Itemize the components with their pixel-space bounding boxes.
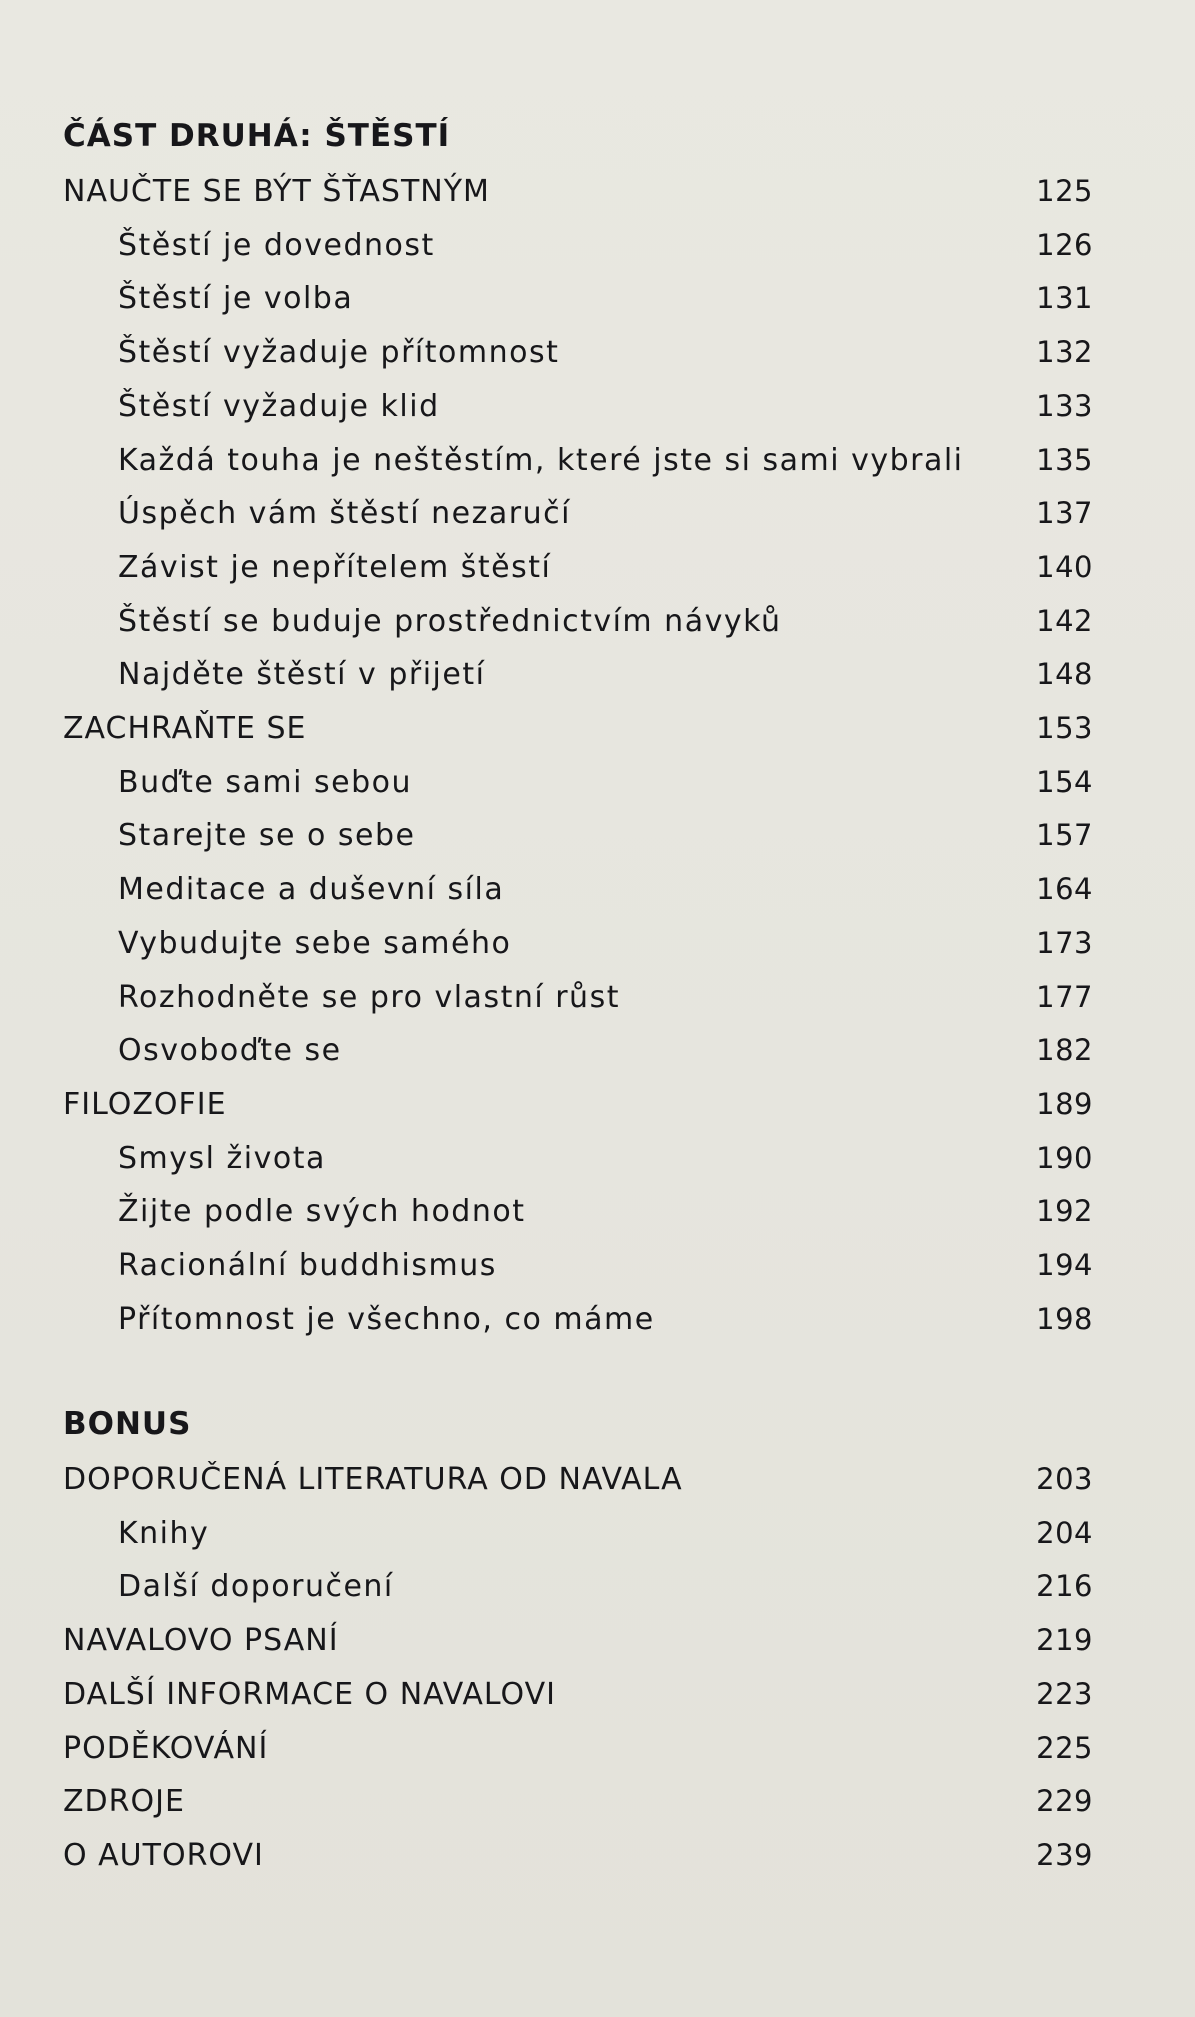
toc-section-entry[interactable]	[63, 1194, 1093, 1234]
toc-section-entry[interactable]	[63, 1516, 1093, 1556]
toc-chapter-entry[interactable]	[63, 1087, 1093, 1127]
entry-title: Starejte se o sebe	[118, 818, 416, 854]
part-heading: ČÁST DRUHÁ: ŠTĚSTÍ	[63, 118, 451, 154]
page-number: 135	[1036, 442, 1093, 477]
toc-chapter-entry[interactable]	[63, 1623, 1093, 1663]
entry-title: Štěstí vyžaduje přítomnost	[118, 335, 560, 371]
page-number: 190	[1036, 1140, 1093, 1175]
toc-section-entry[interactable]	[63, 657, 1093, 697]
entry-title: ZDROJE	[63, 1784, 185, 1820]
toc-chapter-entry[interactable]	[63, 711, 1093, 751]
toc-chapter-entry[interactable]	[63, 1731, 1093, 1771]
page-number: 132	[1036, 335, 1093, 370]
entry-title: FILOZOFIE	[63, 1086, 227, 1122]
toc-section-entry[interactable]	[63, 818, 1093, 858]
page-number: 182	[1036, 1033, 1093, 1068]
toc-section-entry[interactable]	[63, 550, 1093, 590]
entry-title: Buďte sami sebou	[118, 764, 412, 800]
toc-section-entry[interactable]	[63, 1302, 1093, 1342]
page-number: 216	[1036, 1569, 1093, 1604]
page-number: 198	[1036, 1301, 1093, 1336]
toc-chapter-entry[interactable]	[63, 1462, 1093, 1502]
entry-title: Štěstí se buduje prostřednictvím návyků	[118, 603, 782, 639]
entry-title: NAVALOVO PSANÍ	[63, 1623, 339, 1659]
page-number: 164	[1036, 872, 1093, 907]
page-number: 125	[1036, 174, 1093, 208]
page-number: 239	[1036, 1837, 1093, 1872]
toc-section-entry[interactable]	[63, 926, 1093, 966]
page-number: 154	[1036, 764, 1093, 799]
entry-title: Žijte podle svých hodnot	[118, 1194, 526, 1230]
entry-title: Meditace a duševní síla	[118, 872, 505, 908]
entry-title: Štěstí je dovednost	[118, 227, 435, 263]
entry-title: NAUČTE SE BÝT ŠŤASTNÝM	[63, 174, 490, 209]
page-number: 142	[1036, 603, 1093, 638]
page-number: 126	[1036, 227, 1093, 262]
entry-title: Každá touha je neštěstím, které jste si sami vybrali	[118, 442, 964, 478]
page-number: 219	[1036, 1623, 1093, 1658]
toc-section-entry[interactable]	[63, 1141, 1093, 1181]
entry-title: O AUTOROVI	[63, 1837, 264, 1873]
entry-title: Knihy	[118, 1515, 210, 1551]
entry-title: DOPORUČENÁ LITERATURA OD NAVALA	[63, 1462, 683, 1497]
toc-section-entry[interactable]	[63, 1033, 1093, 1073]
part-heading: BONUS	[63, 1406, 192, 1442]
page-number: 229	[1036, 1784, 1093, 1819]
toc-section-entry[interactable]	[63, 1248, 1093, 1288]
toc-section-entry[interactable]	[63, 228, 1093, 268]
toc-section-entry[interactable]	[63, 872, 1093, 912]
toc-chapter-entry[interactable]	[63, 1677, 1093, 1717]
entry-title: Racionální buddhismus	[118, 1248, 497, 1283]
page-number: 189	[1036, 1086, 1093, 1121]
page-number: 148	[1036, 657, 1093, 692]
page-number: 137	[1036, 496, 1093, 531]
toc-chapter-entry[interactable]	[63, 1784, 1093, 1824]
entry-title: Vybudujte sebe samého	[118, 925, 512, 961]
entry-title: Přítomnost je všechno, co máme	[118, 1301, 655, 1337]
page-number: 225	[1036, 1730, 1093, 1765]
page-number: 173	[1036, 925, 1093, 960]
toc-section-entry[interactable]	[63, 765, 1093, 805]
entry-title: DALŠÍ INFORMACE O NAVALOVI	[63, 1676, 556, 1712]
page-number: 194	[1036, 1248, 1093, 1282]
toc-section-entry[interactable]	[63, 1569, 1093, 1609]
entry-title: Štěstí vyžaduje klid	[118, 388, 440, 424]
page-number: 223	[1036, 1676, 1093, 1711]
entry-title: PODĚKOVÁNÍ	[63, 1730, 269, 1766]
toc-section-entry[interactable]	[63, 604, 1093, 644]
toc-section-entry[interactable]	[63, 389, 1093, 429]
page-number: 157	[1036, 818, 1093, 853]
entry-title: Osvoboďte se	[118, 1033, 342, 1069]
entry-title: ZACHRAŇTE SE	[63, 711, 307, 746]
page-number: 204	[1036, 1515, 1093, 1550]
toc-section-entry[interactable]	[63, 335, 1093, 375]
page-number: 203	[1036, 1462, 1093, 1496]
entry-title: Další doporučení	[118, 1569, 394, 1605]
page-number: 177	[1036, 979, 1093, 1014]
page-number: 192	[1036, 1194, 1093, 1229]
toc-chapter-entry[interactable]	[63, 1838, 1093, 1878]
entry-title: Úspěch vám štěstí nezaručí	[118, 496, 571, 532]
page-number: 133	[1036, 388, 1093, 423]
toc-section-entry[interactable]	[63, 980, 1093, 1020]
toc-section-entry[interactable]	[63, 496, 1093, 536]
entry-title: Štěstí je volba	[118, 281, 354, 317]
toc-section-entry[interactable]	[63, 443, 1093, 483]
page-number: 153	[1036, 711, 1093, 745]
entry-title: Smysl života	[118, 1140, 326, 1176]
toc-section-entry[interactable]	[63, 281, 1093, 321]
entry-title: Najděte štěstí v přijetí	[118, 657, 486, 693]
entry-title: Rozhodněte se pro vlastní růst	[118, 979, 620, 1015]
entry-title: Závist je nepřítelem štěstí	[118, 549, 552, 585]
page-number: 140	[1036, 549, 1093, 584]
page-number: 131	[1036, 281, 1093, 316]
toc-chapter-entry[interactable]	[63, 174, 1093, 214]
